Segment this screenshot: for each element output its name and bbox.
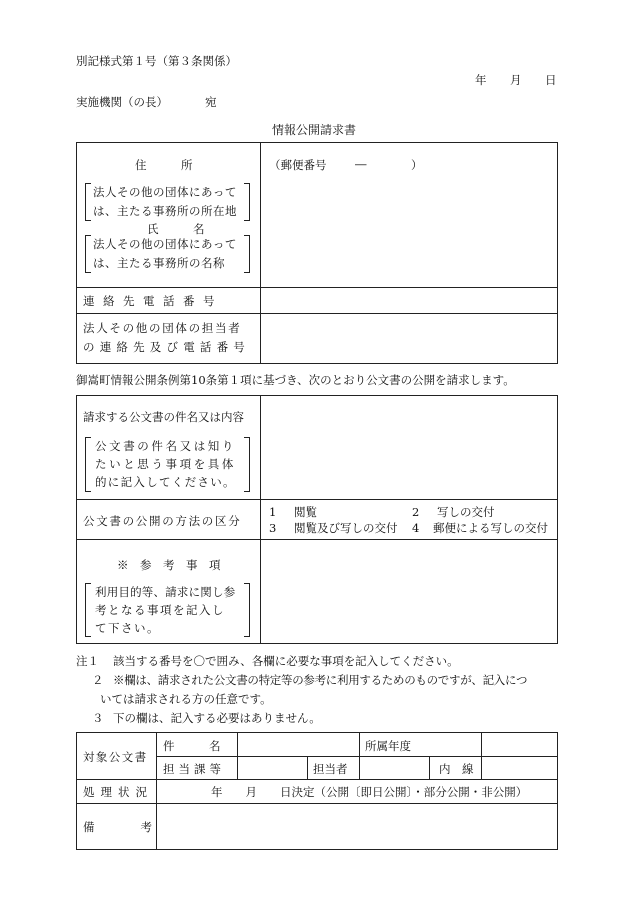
office-table <box>76 732 558 850</box>
address-note-line1: 法人その他の団体にあって <box>93 185 237 199</box>
request-table <box>76 395 558 644</box>
method-option-3-num: 3 <box>269 521 277 535</box>
date-month-label: 月 <box>510 73 522 87</box>
extension-input[interactable] <box>482 757 557 779</box>
address-note-bracket-right <box>244 183 250 221</box>
date-day-label: 日 <box>545 73 557 87</box>
subject-note-line2: たいと思う事項を具体 <box>95 457 236 471</box>
method-option-3-text: 閲覧及び写しの交付 <box>293 521 398 535</box>
method-label: 公文書の公開の方法の区分 <box>83 514 242 528</box>
method-option-2[interactable] <box>412 504 494 520</box>
document-title: 情報公開請求書 <box>272 123 357 137</box>
method-option-1[interactable] <box>269 504 317 520</box>
contact-label-line2: の連絡先及び電話番号 <box>83 340 250 354</box>
address-note-line2: は、主たる事務所の所在地 <box>93 204 237 218</box>
name-note-line1: 法人その他の団体にあって <box>93 237 237 251</box>
address-name-input-area[interactable] <box>261 143 557 287</box>
contact-input-area[interactable] <box>261 314 557 363</box>
address-note-bracket-left <box>85 183 91 221</box>
dept-input[interactable] <box>238 757 307 779</box>
target-doc-label: 対象公文書 <box>83 750 148 764</box>
note2-text-line1: ※欄は、請求された公文書の特定等の参考に利用するためのものですが、記入につ <box>113 673 528 687</box>
date-year-label: 年 <box>475 73 487 87</box>
method-option-2-num: 2 <box>412 505 420 519</box>
dept-label: 担当課等 <box>163 762 225 776</box>
subject-label: 請求する公文書の件名又は内容 <box>83 410 244 424</box>
status-text: 年 月 日決定（公開〔即日公開〕・部分公開・非公開） <box>211 785 528 799</box>
method-option-2-text: 写しの交付 <box>436 505 495 519</box>
reference-note-line1: 利用目的等、請求に関し参 <box>95 585 236 599</box>
item-name-input[interactable] <box>238 733 359 756</box>
reference-note-bracket-right <box>244 583 250 637</box>
note2-prefix: ２ <box>92 673 104 687</box>
postal-suffix: ） <box>411 158 423 172</box>
reference-input-area[interactable] <box>261 540 557 643</box>
reference-note-line3: て下さい。 <box>95 621 160 635</box>
subject-input-area[interactable] <box>261 396 557 499</box>
name-label: 氏 名 <box>147 222 205 236</box>
fiscal-year-label: 所属年度 <box>365 739 411 753</box>
phone-label: 連絡先電話番号 <box>83 294 223 308</box>
extension-label: 内 線 <box>439 762 474 776</box>
phone-input-area[interactable] <box>261 288 557 313</box>
note3-text: 下の欄は、記入する必要はありません。 <box>113 711 321 725</box>
subject-note-line3: 的に記入してください。 <box>95 475 236 489</box>
subject-note-bracket-left <box>85 437 91 492</box>
person-label: 担当者 <box>313 762 348 776</box>
address-label: 住 所 <box>135 158 193 172</box>
contact-label-line1: 法人その他の団体の担当者 <box>83 321 242 335</box>
note3-prefix: ３ <box>92 711 104 725</box>
note2-text-line2: いては請求される方の任意です。 <box>100 692 272 706</box>
method-option-1-text: 閲覧 <box>293 505 317 519</box>
remarks-input[interactable] <box>157 804 557 849</box>
subject-note-line1: 公文書の件名又は知り <box>95 439 236 453</box>
name-note-bracket-left <box>85 235 91 273</box>
method-option-4[interactable] <box>412 520 548 536</box>
note1-prefix: 注１ <box>76 654 99 668</box>
item-name-label: 件 名 <box>163 739 221 753</box>
status-label: 処理状況 <box>83 785 153 799</box>
recipient-suffix: 宛 <box>205 95 217 109</box>
postal-dash: ― <box>355 157 367 171</box>
form-label: 別記様式第１号（第３条関係） <box>76 54 237 68</box>
request-statement: 御嵩町情報公開条例第10条第１項に基づき、次のとおり公文書の公開を請求します。 <box>76 373 515 387</box>
recipient-label: 実施機関（の長） <box>76 95 168 109</box>
method-option-4-text: 郵便による写しの交付 <box>432 521 548 535</box>
remarks-label: 備 考 <box>83 820 152 834</box>
fiscal-year-input[interactable] <box>482 733 557 756</box>
reference-note-bracket-left <box>85 583 91 637</box>
name-note-line2: は、主たる事務所の名称 <box>93 256 225 270</box>
reference-note-line2: 考となる事項を記入し <box>95 603 225 617</box>
method-option-1-num: 1 <box>269 505 277 519</box>
reference-label: ※ 参 考 事 項 <box>117 558 221 572</box>
applicant-table <box>76 142 558 364</box>
name-note-bracket-right <box>244 235 250 273</box>
method-option-3[interactable] <box>269 520 397 536</box>
person-input[interactable] <box>360 757 429 779</box>
subject-note-bracket-right <box>244 437 250 492</box>
method-option-4-num: 4 <box>412 521 420 535</box>
note1-text: 該当する番号を〇で囲み、各欄に必要な事項を記入してください。 <box>113 654 459 668</box>
postal-prefix: （郵便番号 <box>269 158 327 172</box>
